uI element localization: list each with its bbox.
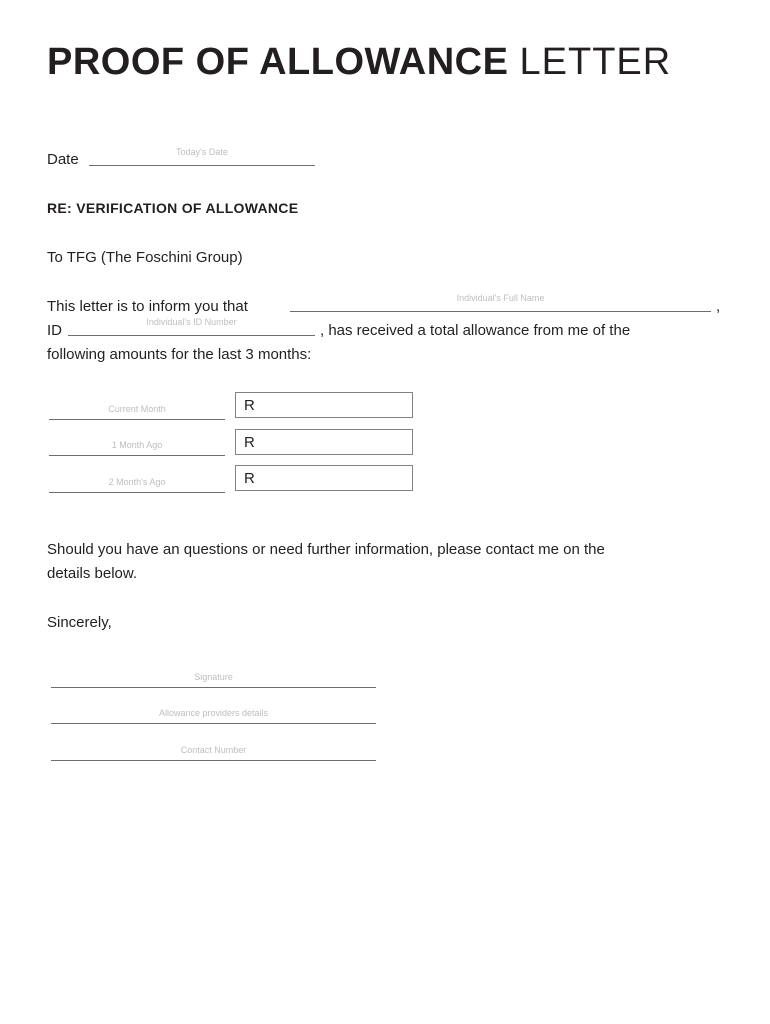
date-placeholder: Today's Date [176,147,228,157]
title-bold: PROOF OF ALLOWANCE [47,41,509,83]
one-month-ago-placeholder: 1 Month Ago [111,440,163,450]
full-name-placeholder: Individual's Full Name [456,293,545,303]
date-label: Date [47,151,79,168]
closing-text-2: details below. [47,565,138,582]
intro-comma: , [716,298,721,315]
full-name-field[interactable] [290,295,711,312]
current-month-amount-box[interactable] [235,392,413,418]
recipient-text: To TFG (The Foschini Group) [47,249,243,266]
subject-heading: RE: VERIFICATION OF ALLOWANCE [47,200,299,216]
currency-symbol: R [244,470,255,487]
sign-off: Sincerely, [47,614,112,631]
one-month-ago-amount-box[interactable] [235,429,413,455]
contact-number-field[interactable] [51,744,376,761]
two-months-ago-field[interactable] [49,476,225,493]
intro-text-3: following amounts for the last 3 months: [47,346,312,363]
contact-number-placeholder: Contact Number [180,745,247,755]
provider-details-field[interactable] [51,707,376,724]
page-title [47,40,671,84]
id-number-placeholder: Individual's ID Number [146,317,237,327]
currency-symbol: R [244,434,255,451]
signature-placeholder: Signature [194,672,233,682]
two-months-ago-placeholder: 2 Month's Ago [108,477,166,487]
signature-field[interactable] [51,671,376,688]
id-number-field[interactable] [68,319,315,336]
id-label: ID [47,322,62,339]
title-light: LETTER [519,41,672,83]
closing-text-1: Should you have an questions or need further information, please contact me on the [47,541,605,558]
currency-symbol: R [244,397,255,414]
current-month-placeholder: Current Month [108,404,166,414]
one-month-ago-field[interactable] [49,439,225,456]
date-field[interactable] [89,149,315,166]
intro-text-2: , has received a total allowance from me of the [320,322,631,339]
current-month-field[interactable] [49,403,225,420]
intro-text-1: This letter is to inform you that [47,298,248,315]
two-months-ago-amount-box[interactable] [235,465,413,491]
provider-details-placeholder: Allowance providers details [158,708,269,718]
